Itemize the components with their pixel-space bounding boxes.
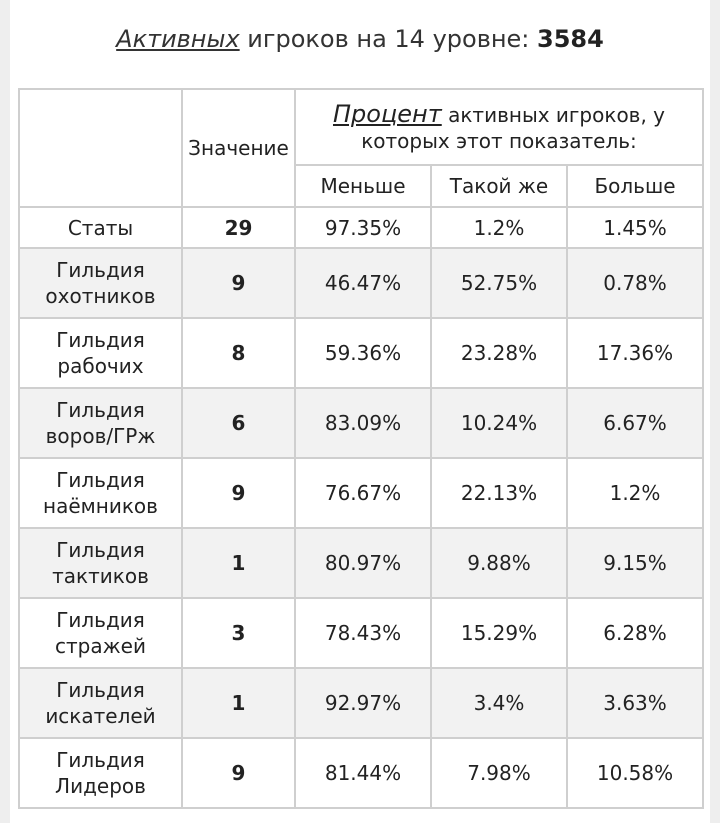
- row-less: 80.97%: [295, 528, 431, 598]
- row-name: Гильдия искателей: [19, 668, 182, 738]
- header-percent-text: активных игроков, у которых этот показатель:: [361, 102, 666, 153]
- row-same: 52.75%: [431, 248, 567, 318]
- active-link[interactable]: Активных: [116, 25, 240, 53]
- row-same: 9.88%: [431, 528, 567, 598]
- table-row: [19, 318, 703, 388]
- header-row: [19, 89, 703, 165]
- row-name: Гильдия наёмников: [19, 458, 182, 528]
- table-row: [19, 528, 703, 598]
- row-less: 59.36%: [295, 318, 431, 388]
- row-value: 9: [182, 738, 295, 808]
- row-value: 6: [182, 388, 295, 458]
- row-name: Статы: [19, 207, 182, 248]
- row-more: 6.67%: [567, 388, 703, 458]
- row-value: 1: [182, 528, 295, 598]
- row-name: Гильдия рабочих: [19, 318, 182, 388]
- row-name: Гильдия охотников: [19, 248, 182, 318]
- table-row: [19, 248, 703, 318]
- table-row: [19, 598, 703, 668]
- table-row: [19, 388, 703, 458]
- percent-link[interactable]: Процент: [332, 99, 442, 128]
- table-row: [19, 207, 703, 248]
- row-more: 9.15%: [567, 528, 703, 598]
- page: [10, 0, 710, 823]
- subheader-same: Такой же: [431, 165, 567, 207]
- row-less: 78.43%: [295, 598, 431, 668]
- row-more: 17.36%: [567, 318, 703, 388]
- header-percent: [295, 89, 703, 165]
- row-more: 6.28%: [567, 598, 703, 668]
- row-less: 92.97%: [295, 668, 431, 738]
- row-more: 10.58%: [567, 738, 703, 808]
- row-same: 23.28%: [431, 318, 567, 388]
- row-value: 1: [182, 668, 295, 738]
- row-more: 1.2%: [567, 458, 703, 528]
- row-name: Гильдия воров/ГРж: [19, 388, 182, 458]
- row-same: 22.13%: [431, 458, 567, 528]
- row-same: 10.24%: [431, 388, 567, 458]
- row-value: 29: [182, 207, 295, 248]
- row-value: 9: [182, 458, 295, 528]
- subheader-less: Меньше: [295, 165, 431, 207]
- row-less: 46.47%: [295, 248, 431, 318]
- row-more: 1.45%: [567, 207, 703, 248]
- row-less: 76.67%: [295, 458, 431, 528]
- row-same: 1.2%: [431, 207, 567, 248]
- title-text: игроков на 14 уровне:: [247, 25, 530, 53]
- row-same: 15.29%: [431, 598, 567, 668]
- row-same: 7.98%: [431, 738, 567, 808]
- active-total: 3584: [537, 25, 604, 53]
- row-same: 3.4%: [431, 668, 567, 738]
- table-row: [19, 738, 703, 808]
- row-name: Гильдия стражей: [19, 598, 182, 668]
- table-row: [19, 668, 703, 738]
- row-less: 81.44%: [295, 738, 431, 808]
- header-empty-cell: [19, 89, 182, 207]
- row-value: 9: [182, 248, 295, 318]
- row-value: 3: [182, 598, 295, 668]
- row-less: 97.35%: [295, 207, 431, 248]
- row-more: 3.63%: [567, 668, 703, 738]
- header-value: Значение: [182, 89, 295, 207]
- row-name: Гильдия Лидеров: [19, 738, 182, 808]
- row-more: 0.78%: [567, 248, 703, 318]
- stats-table: [18, 88, 704, 809]
- row-name: Гильдия тактиков: [19, 528, 182, 598]
- table-row: [19, 458, 703, 528]
- subheader-more: Больше: [567, 165, 703, 207]
- page-title: [10, 22, 710, 56]
- row-less: 83.09%: [295, 388, 431, 458]
- row-value: 8: [182, 318, 295, 388]
